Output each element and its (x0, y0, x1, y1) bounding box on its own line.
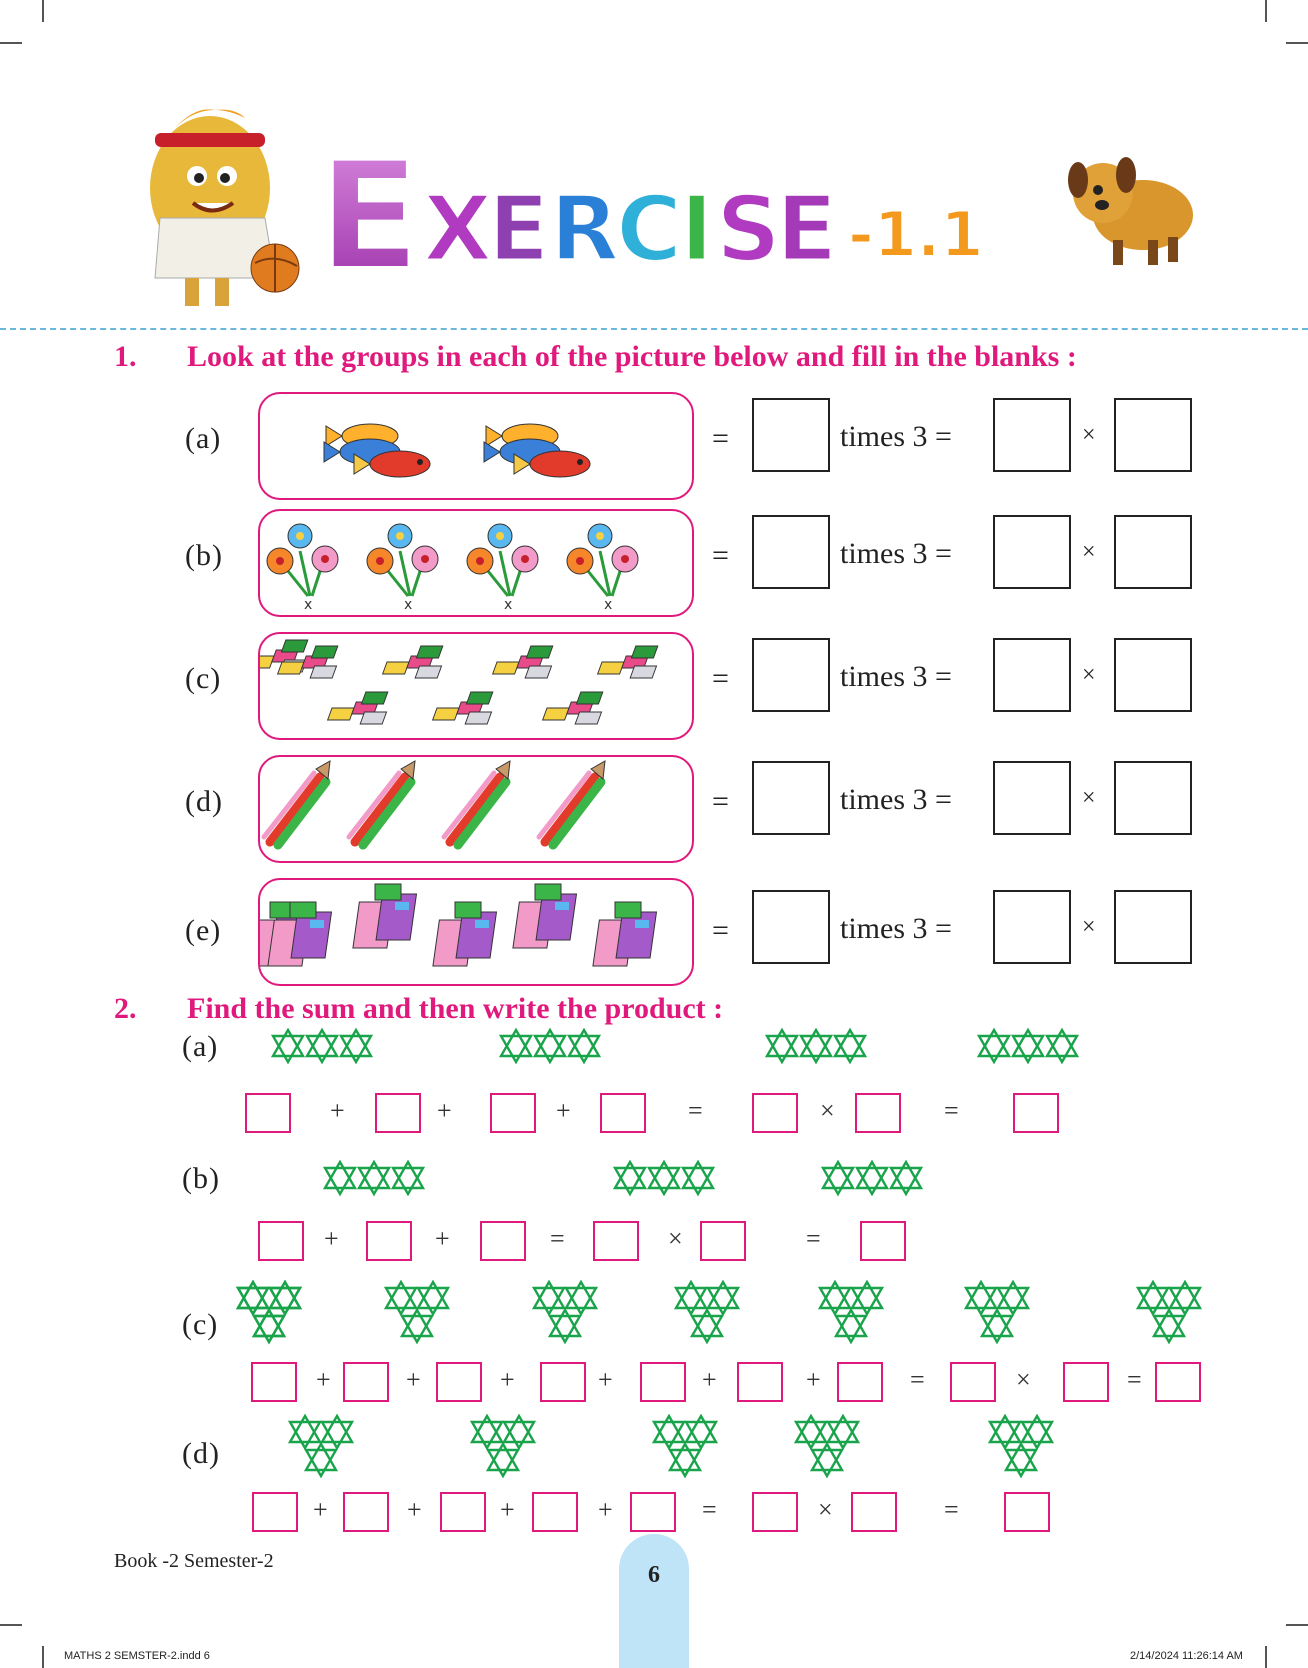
plus-sign: + (500, 1365, 515, 1394)
q2-number: 2. (114, 992, 137, 1025)
svg-text:R: R (550, 177, 620, 282)
answer-box[interactable] (245, 1093, 291, 1133)
row-label: (d) (185, 785, 223, 818)
answer-box-multiplier[interactable] (1114, 398, 1192, 472)
eraser-group-icon (260, 634, 692, 738)
answer-box-multiplier[interactable] (1114, 515, 1192, 589)
plus-sign: + (806, 1365, 821, 1394)
q2-label-a: (a) (182, 1030, 219, 1063)
svg-text:X: X (423, 177, 493, 282)
equals-sign: = (944, 1495, 959, 1524)
timestamp: 2/14/2024 11:26:14 AM (1130, 1650, 1243, 1662)
page-number-tab (619, 1534, 689, 1668)
star-groups-a (270, 1028, 1130, 1070)
answer-box[interactable] (752, 1492, 798, 1532)
crop-mark (42, 0, 44, 22)
crop-mark (1286, 42, 1308, 44)
svg-text:S: S (716, 177, 781, 282)
equals-sign: = (712, 422, 729, 455)
answer-box-multiplier[interactable] (1114, 638, 1192, 712)
exercise-title (318, 138, 1058, 298)
svg-text:E: E (318, 138, 421, 298)
answer-box[interactable] (851, 1492, 897, 1532)
multiply-sign: × (820, 1096, 835, 1125)
plus-sign: + (598, 1365, 613, 1394)
answer-box-groups[interactable] (752, 515, 830, 589)
multiply-sign: × (1016, 1365, 1031, 1394)
plus-sign: + (406, 1365, 421, 1394)
answer-box-multiplier[interactable] (1114, 761, 1192, 835)
equals-sign: = (712, 785, 729, 818)
times-text: times 3 = (840, 537, 952, 570)
answer-box[interactable] (1155, 1362, 1201, 1402)
equals-sign: = (944, 1096, 959, 1125)
q2-label-d: (d) (182, 1437, 220, 1470)
svg-text:-1.1: -1.1 (848, 198, 984, 271)
answer-box[interactable] (752, 1093, 798, 1133)
answer-box-groups[interactable] (752, 398, 830, 472)
answer-box[interactable] (640, 1362, 686, 1402)
answer-box[interactable] (480, 1221, 526, 1261)
pencil-bundle-icon (260, 757, 692, 861)
equals-sign: = (806, 1224, 821, 1253)
picture-box (258, 392, 694, 500)
page-number: 6 (648, 1562, 660, 1588)
answer-box[interactable] (700, 1221, 746, 1261)
row-label: (a) (185, 422, 222, 455)
picture-box (258, 632, 694, 740)
answer-box[interactable] (860, 1221, 906, 1261)
q1-number: 1. (114, 340, 137, 373)
crop-mark (0, 1624, 22, 1626)
equals-sign: = (712, 914, 729, 947)
q1-row-e (0, 878, 1308, 988)
equals-sign: = (1127, 1365, 1142, 1394)
answer-box[interactable] (593, 1221, 639, 1261)
answer-box[interactable] (375, 1093, 421, 1133)
picture-box (258, 755, 694, 863)
plus-sign: + (313, 1495, 328, 1524)
equals-sign: = (712, 662, 729, 695)
answer-box[interactable] (855, 1093, 901, 1133)
svg-text:E: E (776, 177, 838, 282)
mascot-dog-icon (1058, 145, 1198, 275)
multiply-sign: × (1082, 785, 1096, 811)
answer-box-multiplier[interactable] (1114, 890, 1192, 964)
svg-text:I: I (680, 177, 714, 282)
answer-box-groups[interactable] (752, 761, 830, 835)
answer-box[interactable] (950, 1362, 996, 1402)
star-groups-d (287, 1414, 1067, 1494)
multiply-sign: × (1082, 662, 1096, 688)
equals-sign: = (550, 1224, 565, 1253)
row-label: (c) (185, 662, 222, 695)
q2-instruction: Find the sum and then write the product : (187, 992, 724, 1025)
plus-sign: + (500, 1495, 515, 1524)
answer-box[interactable] (366, 1221, 412, 1261)
answer-box[interactable] (490, 1093, 536, 1133)
q1-row-b (0, 509, 1308, 619)
answer-box[interactable] (1063, 1362, 1109, 1402)
book-label: Book -2 Semester-2 (114, 1550, 274, 1572)
answer-box[interactable] (343, 1492, 389, 1532)
answer-box[interactable] (440, 1492, 486, 1532)
answer-box[interactable] (532, 1492, 578, 1532)
multiply-sign: × (1082, 539, 1096, 565)
plus-sign: + (324, 1224, 339, 1253)
row-label: (b) (185, 539, 223, 572)
q2-label-c: (c) (182, 1308, 219, 1341)
q1-row-c (0, 632, 1308, 742)
answer-box-multiplicand[interactable] (993, 515, 1071, 589)
answer-box-multiplicand[interactable] (993, 761, 1071, 835)
answer-box[interactable] (258, 1221, 304, 1261)
multiply-sign: × (668, 1224, 683, 1253)
answer-box[interactable] (737, 1362, 783, 1402)
star-groups-b (322, 1160, 962, 1202)
q1-row-a (0, 392, 1308, 502)
times-text: times 3 = (840, 660, 952, 693)
answer-box[interactable] (251, 1362, 297, 1402)
crop-mark (42, 1646, 44, 1668)
picture-box (258, 509, 694, 617)
plus-sign: + (407, 1495, 422, 1524)
answer-box-multiplicand[interactable] (993, 890, 1071, 964)
answer-box[interactable] (343, 1362, 389, 1402)
plus-sign: + (702, 1365, 717, 1394)
crop-mark (0, 42, 22, 44)
crop-mark (1265, 0, 1267, 22)
star-groups-c (235, 1280, 1215, 1360)
plus-sign: + (316, 1365, 331, 1394)
crop-mark (1286, 1624, 1308, 1626)
plus-sign: + (435, 1224, 450, 1253)
times-text: times 3 = (840, 420, 952, 453)
crop-mark (1265, 1646, 1267, 1668)
equals-sign: = (910, 1365, 925, 1394)
plus-sign: + (330, 1096, 345, 1125)
q2-label-b: (b) (182, 1162, 220, 1195)
book-stack-icon (260, 880, 692, 984)
multiply-sign: × (818, 1495, 833, 1524)
svg-text:E: E (488, 177, 550, 282)
answer-box-multiplicand[interactable] (993, 638, 1071, 712)
equals-sign: = (702, 1495, 717, 1524)
equals-sign: = (712, 539, 729, 572)
answer-box[interactable] (436, 1362, 482, 1402)
answer-box[interactable] (837, 1362, 883, 1402)
answer-box[interactable] (1013, 1093, 1059, 1133)
plus-sign: + (437, 1096, 452, 1125)
plus-sign: + (556, 1096, 571, 1125)
fish-group-icon (260, 394, 692, 498)
mascot-potato-icon (115, 88, 315, 318)
flower-bunch-icon (260, 511, 692, 615)
times-text: times 3 = (840, 783, 952, 816)
answer-box[interactable] (600, 1093, 646, 1133)
answer-box[interactable] (252, 1492, 298, 1532)
answer-box[interactable] (630, 1492, 676, 1532)
divider (0, 328, 1308, 330)
multiply-sign: × (1082, 422, 1096, 448)
answer-box[interactable] (1004, 1492, 1050, 1532)
svg-text:C: C (616, 177, 683, 282)
multiply-sign: × (1082, 914, 1096, 940)
svg-text:x: x (304, 597, 313, 613)
answer-box-groups[interactable] (752, 890, 830, 964)
file-name: MATHS 2 SEMSTER-2.indd 6 (64, 1650, 210, 1662)
plus-sign: + (598, 1495, 613, 1524)
answer-box-groups[interactable] (752, 638, 830, 712)
q1-instruction: Look at the groups in each of the picture below and fill in the blanks : (187, 340, 1077, 373)
answer-box[interactable] (540, 1362, 586, 1402)
times-text: times 3 = (840, 912, 952, 945)
answer-box-multiplicand[interactable] (993, 398, 1071, 472)
q1-row-d (0, 755, 1308, 865)
equals-sign: = (688, 1096, 703, 1125)
row-label: (e) (185, 914, 222, 947)
picture-box (258, 878, 694, 986)
